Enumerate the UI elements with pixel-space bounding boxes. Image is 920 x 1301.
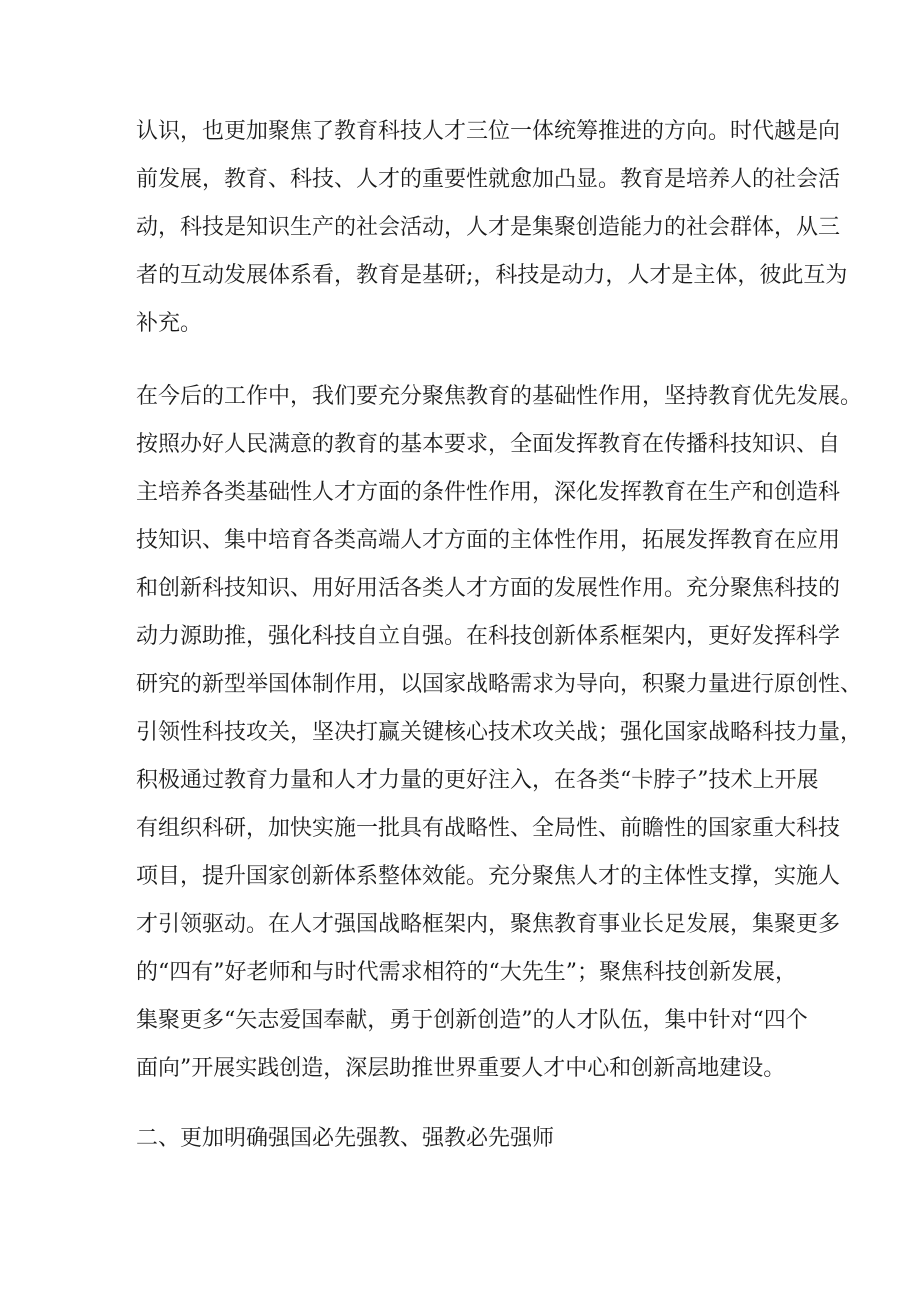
paragraph-2-line-2: 按照办好人民满意的教育的基本要求，全面发挥教育在传播科技知识、自	[136, 432, 841, 457]
paragraph-2-line-5: 和创新科技知识、用好用活各类人才方面的发展性作用。充分聚焦科技的	[136, 576, 841, 601]
paragraph-2-line-8: 引领性科技攻关，坚决打赢关键核心技术攻关战；强化国家战略科技力量，	[136, 720, 863, 745]
paragraph-2-line-12: 才引领驱动。在人才强国战略框架内，聚焦教育事业长足发展，集聚更多	[136, 912, 841, 937]
paragraph-2-line-1: 在今后的工作中，我们要充分聚焦教育的基础性作用，坚持教育优先发展。	[136, 384, 863, 409]
paragraph-2-line-14: 集聚更多“矢志爱国奉献，勇于创新创造”的人才队伍，集中针对“四个	[136, 1008, 808, 1033]
paragraph-2-line-13: 的“四有”好老师和与时代需求相符的“大先生”；聚焦科技创新发展，	[136, 960, 797, 985]
paragraph-1-line-4: 者的互动发展体系看，教育是基研;，科技是动力，人才是主体，彼此互为	[136, 263, 848, 288]
paragraph-1-line-5: 补充。	[136, 311, 203, 336]
paragraph-2-line-4: 技知识、集中培育各类高端人才方面的主体性作用，拓展发挥教育在应用	[136, 528, 841, 553]
section-heading	[136, 1115, 796, 1163]
paragraph-1	[136, 108, 848, 348]
paragraph-2-line-7: 研究的新型举国体制作用，以国家战略需求为导向，积聚力量进行原创性、	[136, 672, 863, 697]
paragraph-2-line-3: 主培养各类基础性人才方面的条件性作用，深化发挥教育在生产和创造科	[136, 480, 841, 505]
paragraph-1-line-3: 动，科技是知识生产的社会活动，人才是集聚创造能力的社会群体，从三	[136, 215, 841, 240]
paragraph-2-line-11: 项目，提升国家创新体系整体效能。充分聚焦人才的主体性支撑，实施人	[136, 864, 841, 889]
paragraph-1-line-1: 认识，也更加聚焦了教育科技人才三位一体统筹推进的方向。时代越是向	[136, 119, 841, 144]
paragraph-2-line-9: 积极通过教育力量和人才力量的更好注入，在各类“卡脖子”技术上开展	[136, 768, 819, 793]
section-heading-text: 二、更加明确强国必先强教、强教必先强师	[136, 1126, 555, 1151]
paragraph-1-line-2: 前发展，教育、科技、人才的重要性就愈加凸显。教育是培养人的社会活	[136, 167, 841, 192]
paragraph-2	[136, 373, 863, 1093]
paragraph-2-line-10: 有组织科研，加快实施一批具有战略性、全局性、前瞻性的国家重大科技	[136, 816, 841, 841]
paragraph-2-line-15: 面向”开展实践创造，深层助推世界重要人才中心和创新高地建设。	[136, 1056, 786, 1081]
paragraph-2-line-6: 动力源助推，强化科技自立自强。在科技创新体系框架内，更好发挥科学	[136, 624, 841, 649]
